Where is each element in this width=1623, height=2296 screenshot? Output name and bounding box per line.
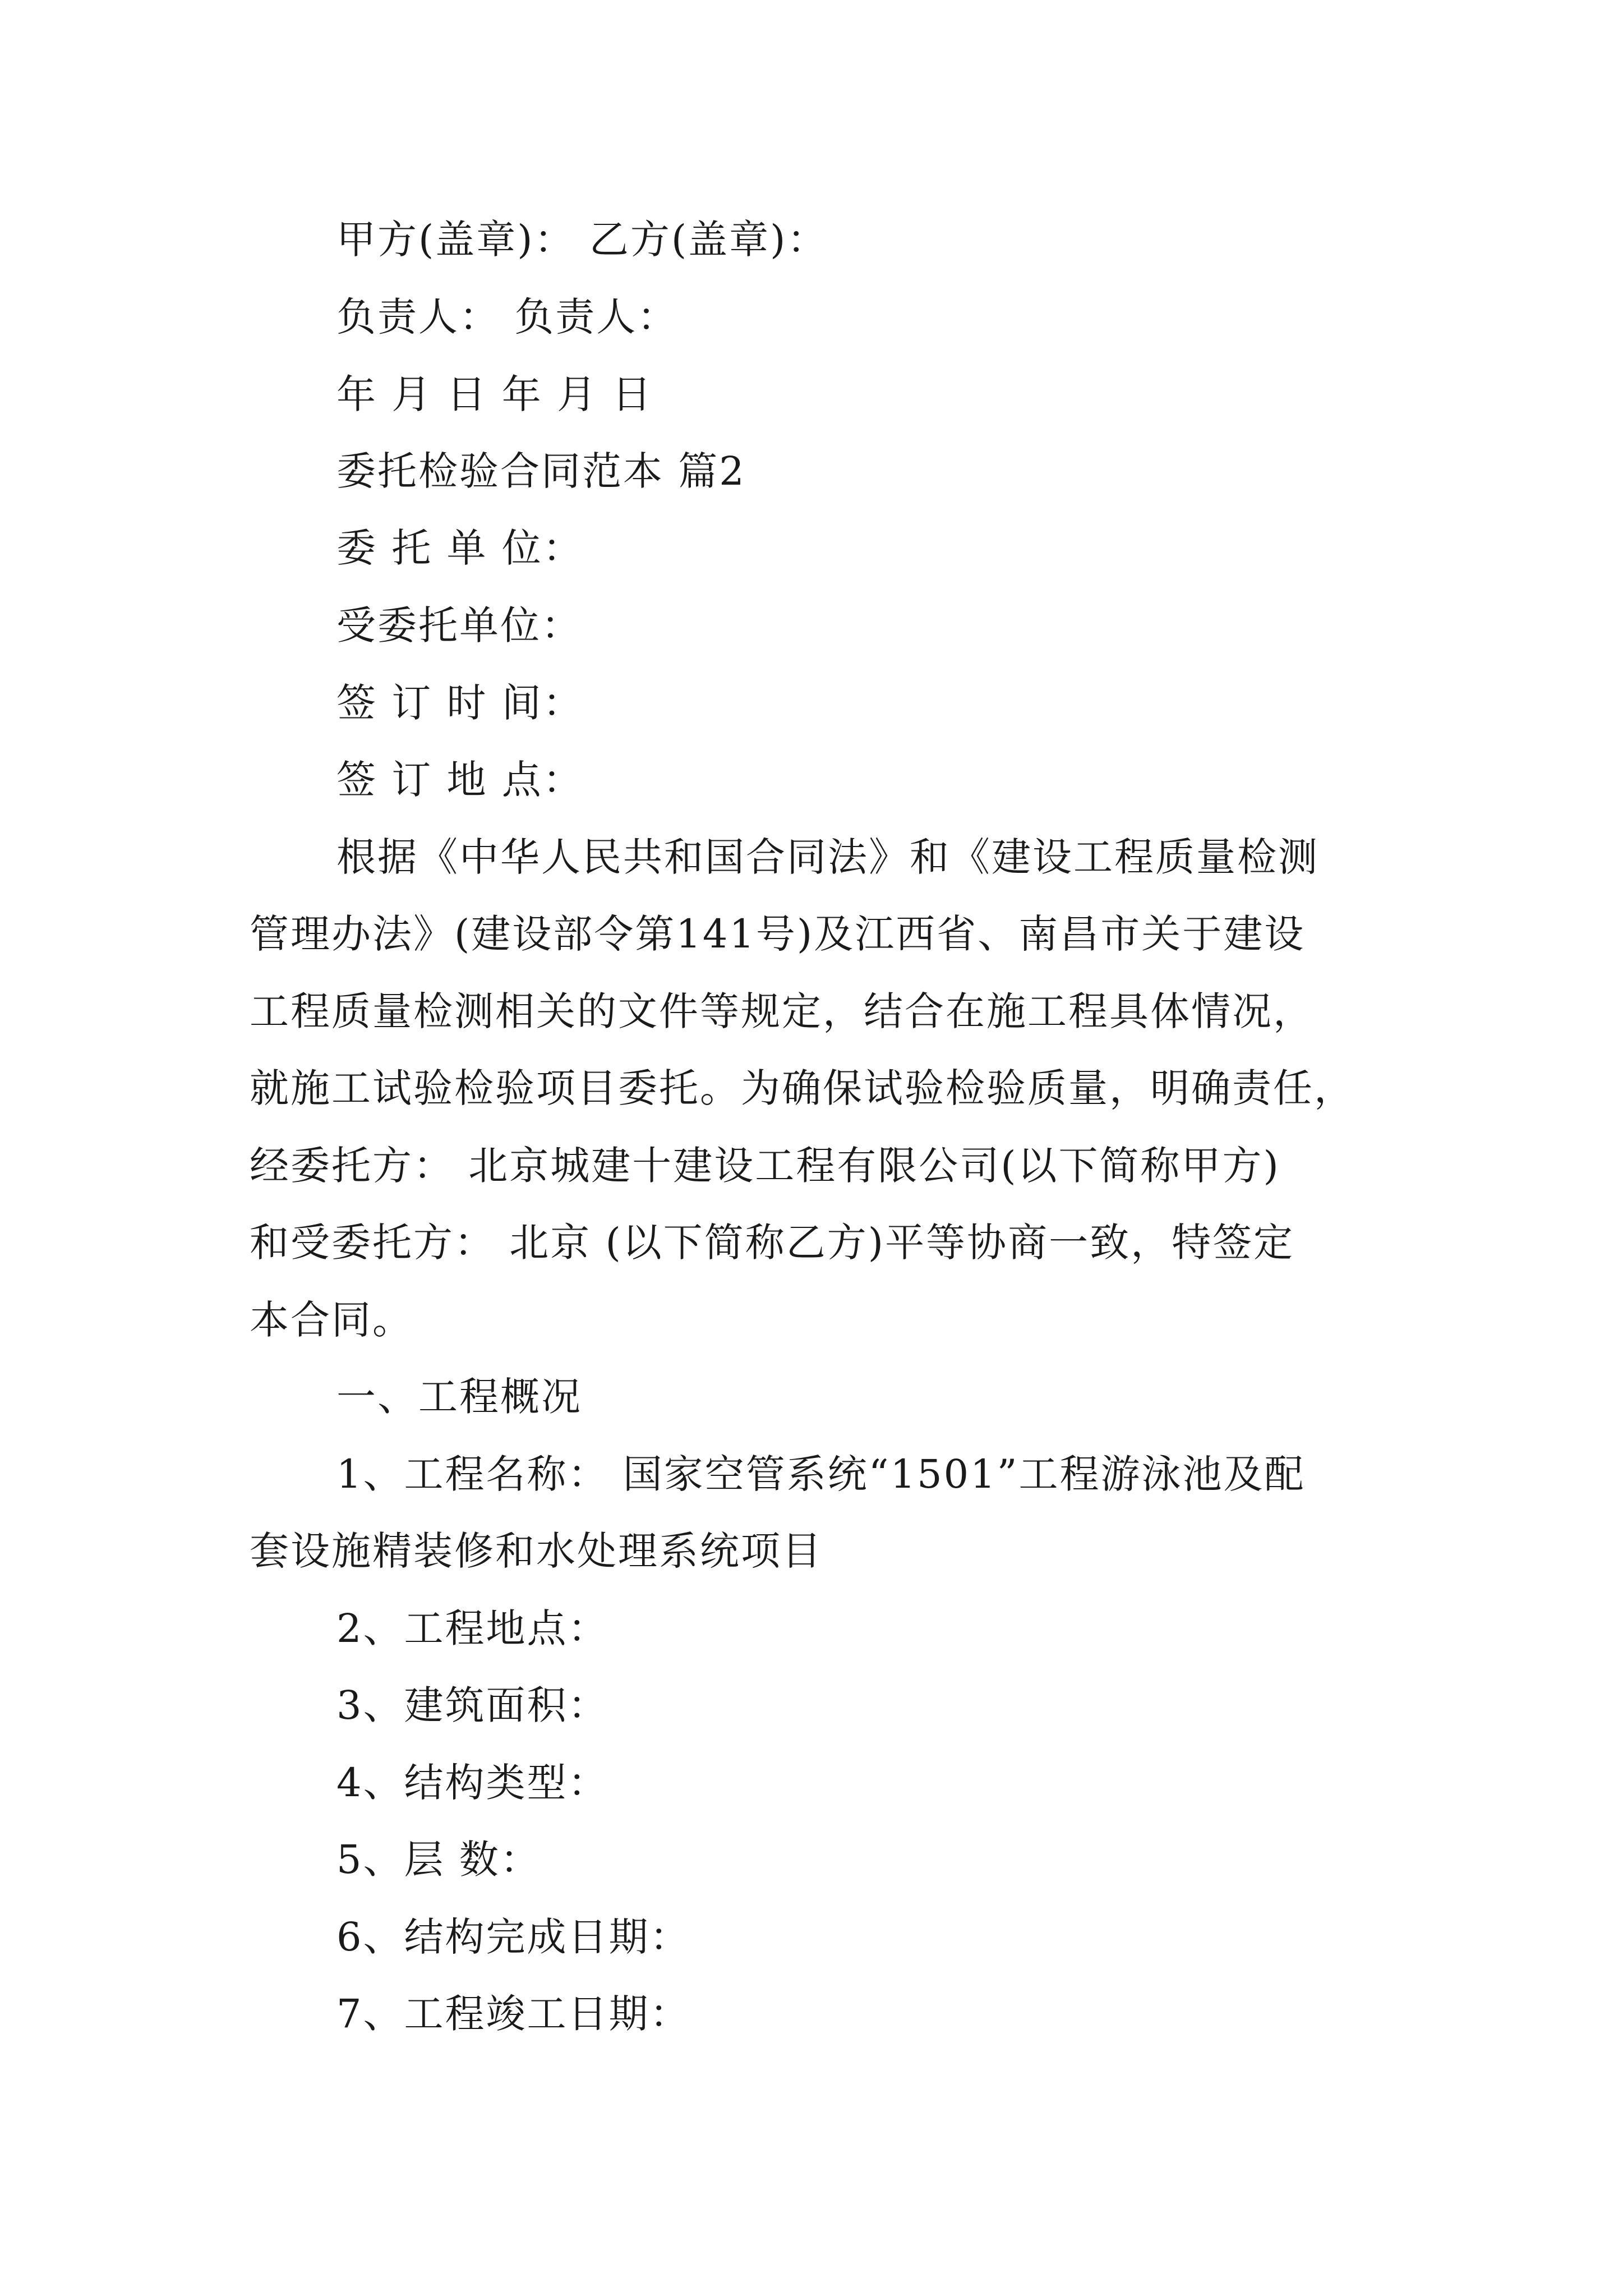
signing-place-field: 签 订 地 点： [336,757,584,803]
paragraph-line: 工程质量检测相关的文件等规定，结合在施工程具体情况， [250,988,1314,1034]
structure-type-item: 4、结构类型： [336,1760,609,1806]
paragraph-line: 就施工试验检验项目委托。为确保试验检验质量，明确责任， [250,1065,1355,1111]
paragraph-line: 本合同。 [250,1297,413,1343]
responsible-person-line: 负责人： 负责人： [336,294,679,340]
project-location-item: 2、工程地点： [336,1605,609,1651]
project-name-item: 1、工程名称： 国家空管系统“1501”工程游泳池及配 [336,1451,1306,1497]
section-title: 委托检验合同范本 篇2 [336,448,746,494]
entrusting-unit-field: 委 托 单 位： [336,525,584,571]
paragraph-line: 根据《中华人民共和国合同法》和《建设工程质量检测 [336,834,1319,880]
signing-time-field: 签 订 时 间： [336,680,584,726]
heading-project-overview: 一、工程概况 [336,1374,582,1420]
project-name-continuation: 套设施精装修和水处理系统项目 [250,1528,823,1574]
paragraph-line: 管理办法》(建设部令第141号)及江西省、南昌市关于建设 [250,911,1306,957]
entrusted-unit-field: 受委托单位： [336,602,582,648]
floor-count-item: 5、层 数： [336,1837,541,1883]
date-line: 年 月 日 年 月 日 [336,371,653,417]
paragraph-line: 和受委托方： 北京 (以下简称乙方)平等协商一致，特签定 [250,1220,1295,1266]
building-area-item: 3、建筑面积： [336,1682,609,1728]
party-seal-line: 甲方(盖章)： 乙方(盖章)： [336,217,828,263]
structure-completion-date-item: 6、结构完成日期： [336,1914,691,1960]
paragraph-line: 经委托方： 北京城建十建设工程有限公司(以下简称甲方) [250,1143,1280,1189]
project-completion-date-item: 7、工程竣工日期： [336,1991,691,2037]
